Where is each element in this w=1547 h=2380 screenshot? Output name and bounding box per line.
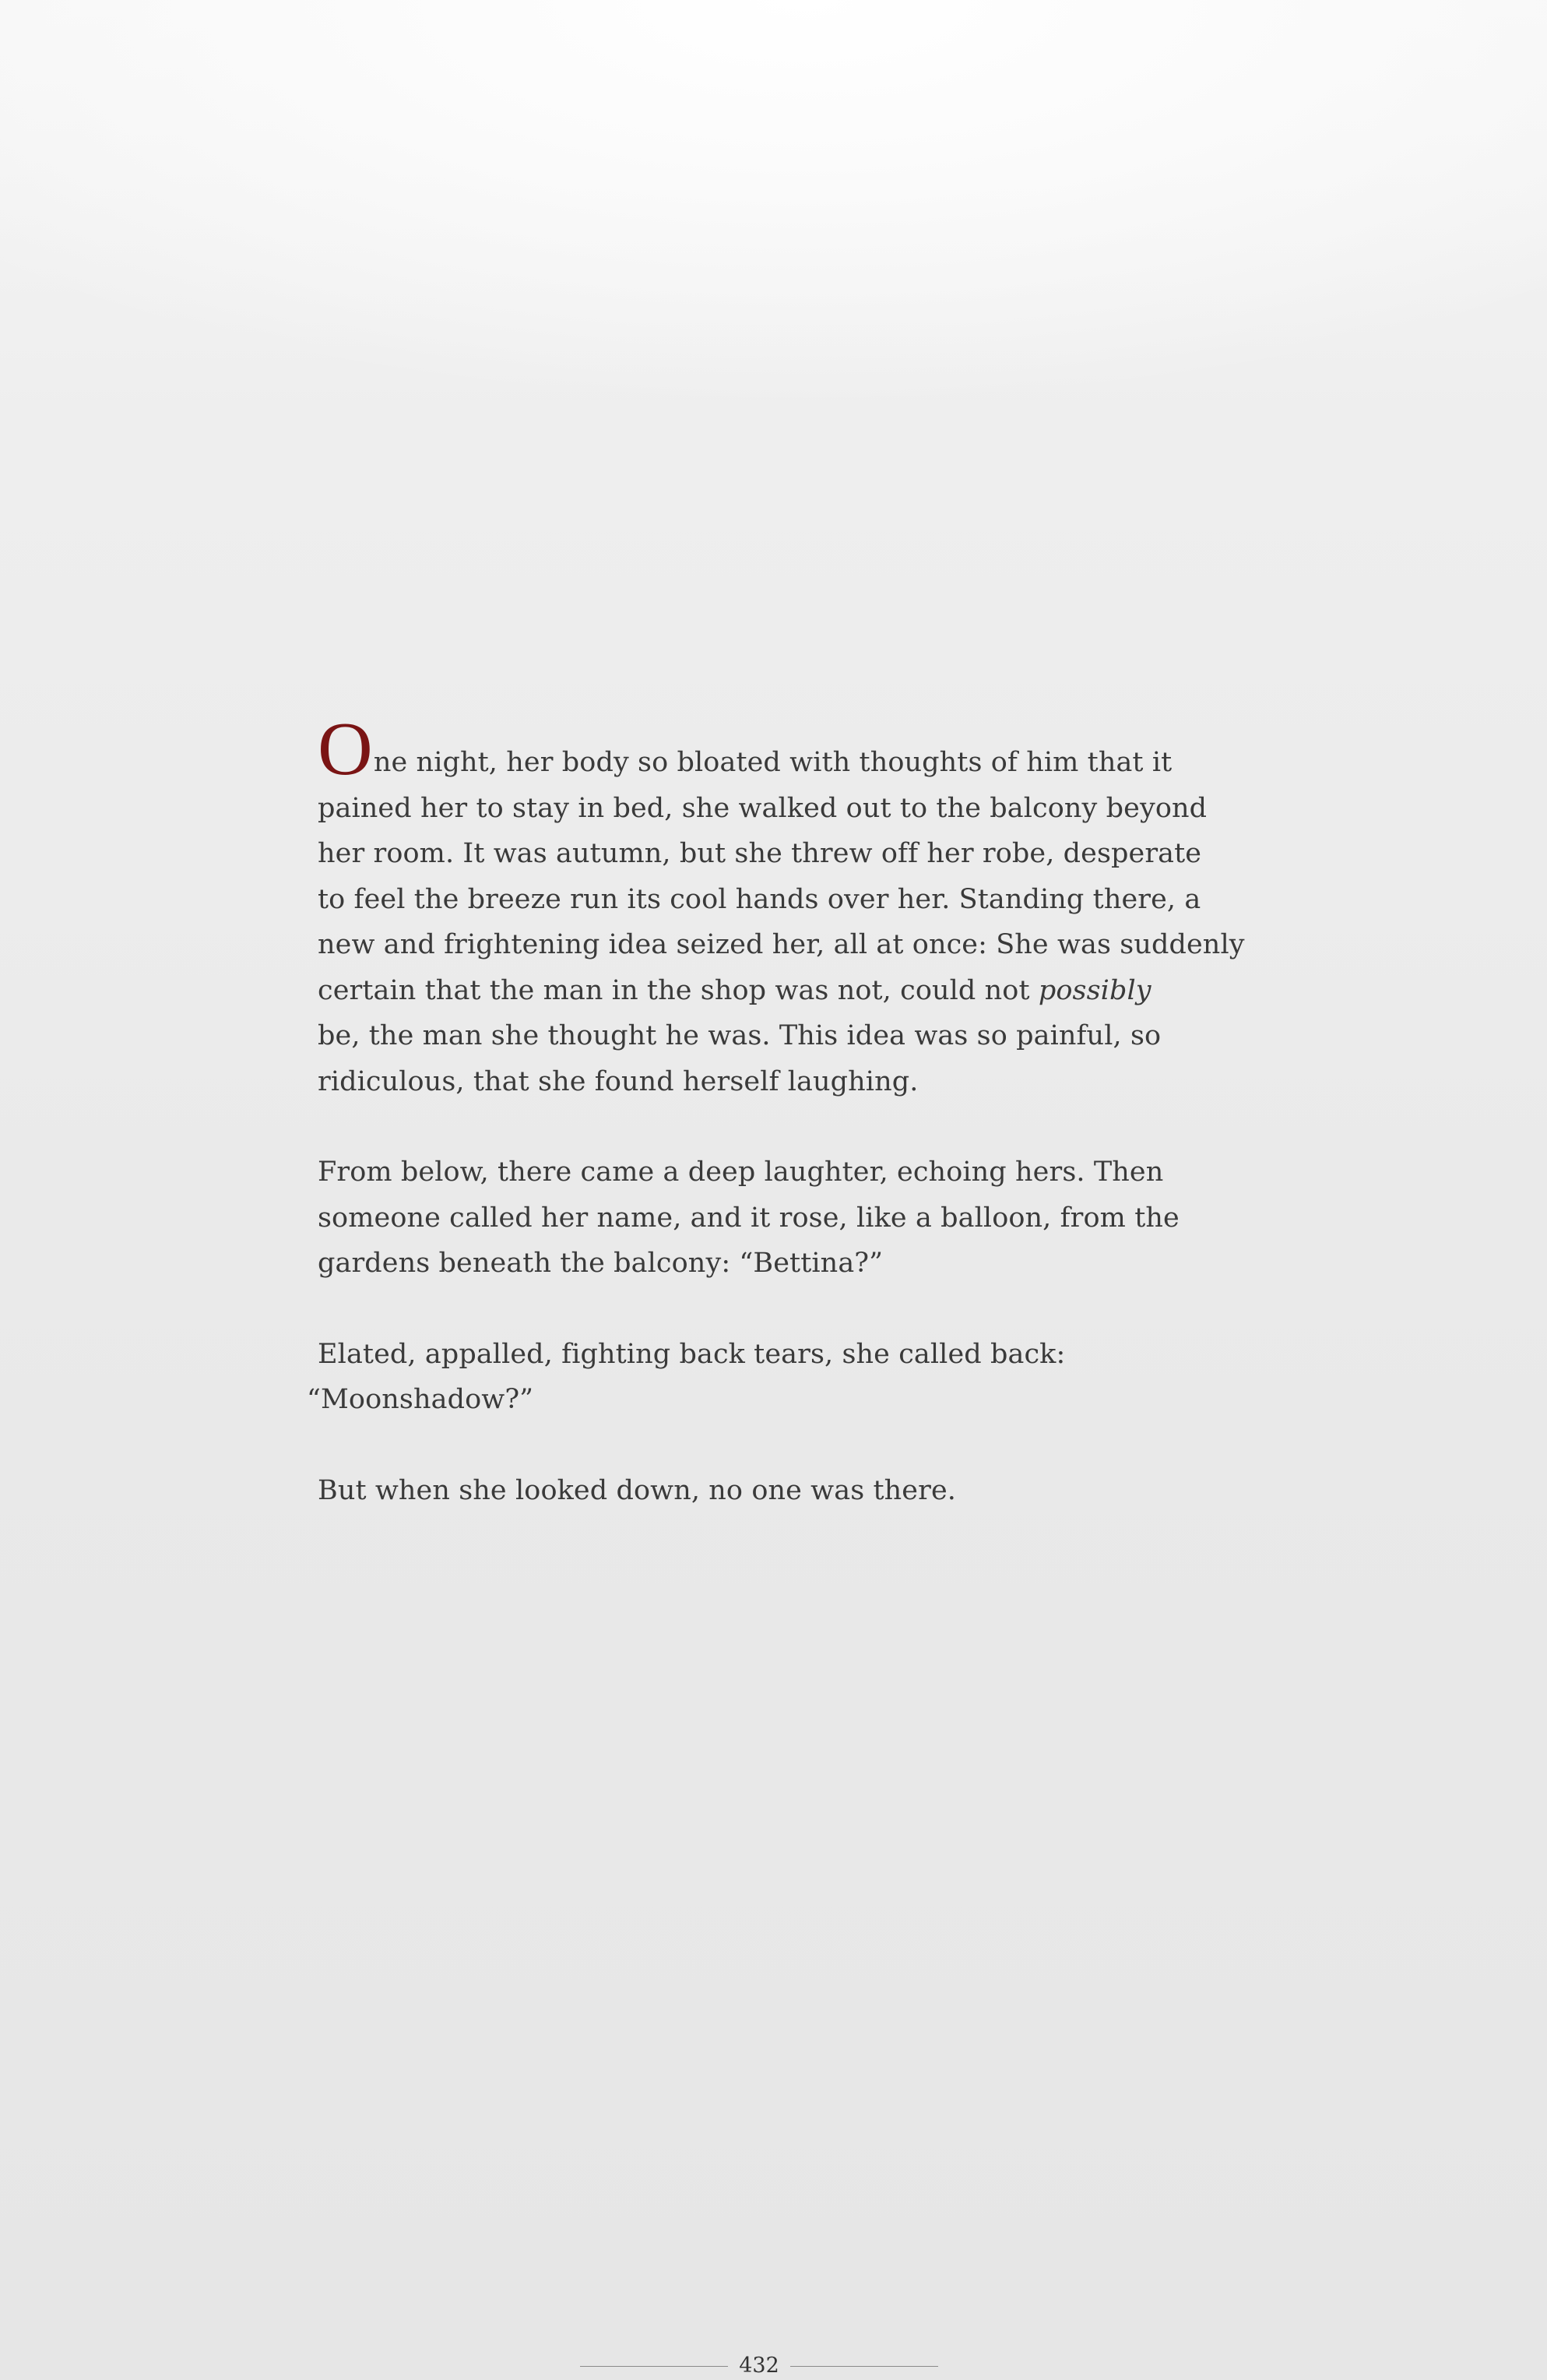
paragraph-2	[318, 1150, 1252, 1287]
text-line	[318, 707, 1252, 791]
text-line-content: ne night, her body so bloated with thoughts of him that it	[373, 747, 1173, 778]
text-line: be, the man she thought he was. This idea was so painful, so	[318, 1020, 1162, 1051]
text-line: Elated, appalled, fighting back tears, she called back:	[318, 1338, 1066, 1370]
footer-rule-right	[790, 2366, 938, 2367]
text-line-content: certain that the man in the shop was not, could not	[318, 974, 1039, 1006]
paragraph-3	[307, 1332, 1252, 1423]
paragraph-4	[318, 1468, 1252, 1514]
text-line: But when she looked down, no one was there.	[318, 1474, 956, 1506]
text-line	[318, 968, 1252, 1014]
page-footer	[0, 2346, 1547, 2377]
text-line: From below, there came a deep laughter, echoing hers. Then	[318, 1157, 1164, 1188]
text-line: new and frightening idea seized her, all at once: She was suddenly	[318, 929, 1245, 960]
text-line: someone called her name, and it rose, like a balloon, from the	[318, 1202, 1180, 1234]
text-line: pained her to stay in bed, she walked out to the balcony beyond	[318, 792, 1208, 824]
paragraph-1	[318, 707, 1252, 1104]
text-line: ridiculous, that she found herself laughing.	[318, 1065, 919, 1097]
text-line: to feel the breeze run its cool hands over her. Standing there, a	[318, 883, 1201, 915]
page-number: 432	[739, 2354, 779, 2378]
drop-cap: O	[318, 707, 373, 791]
text-line: gardens beneath the balcony: “Bettina?”	[318, 1248, 884, 1279]
footer-rule-left	[580, 2366, 728, 2367]
emphasized-word: possibly	[1038, 974, 1151, 1006]
story-text	[307, 707, 1252, 1558]
text-line: her room. It was autumn, but she threw off her robe, desperate	[318, 838, 1202, 869]
text-line: “Moonshadow?”	[307, 1384, 534, 1415]
